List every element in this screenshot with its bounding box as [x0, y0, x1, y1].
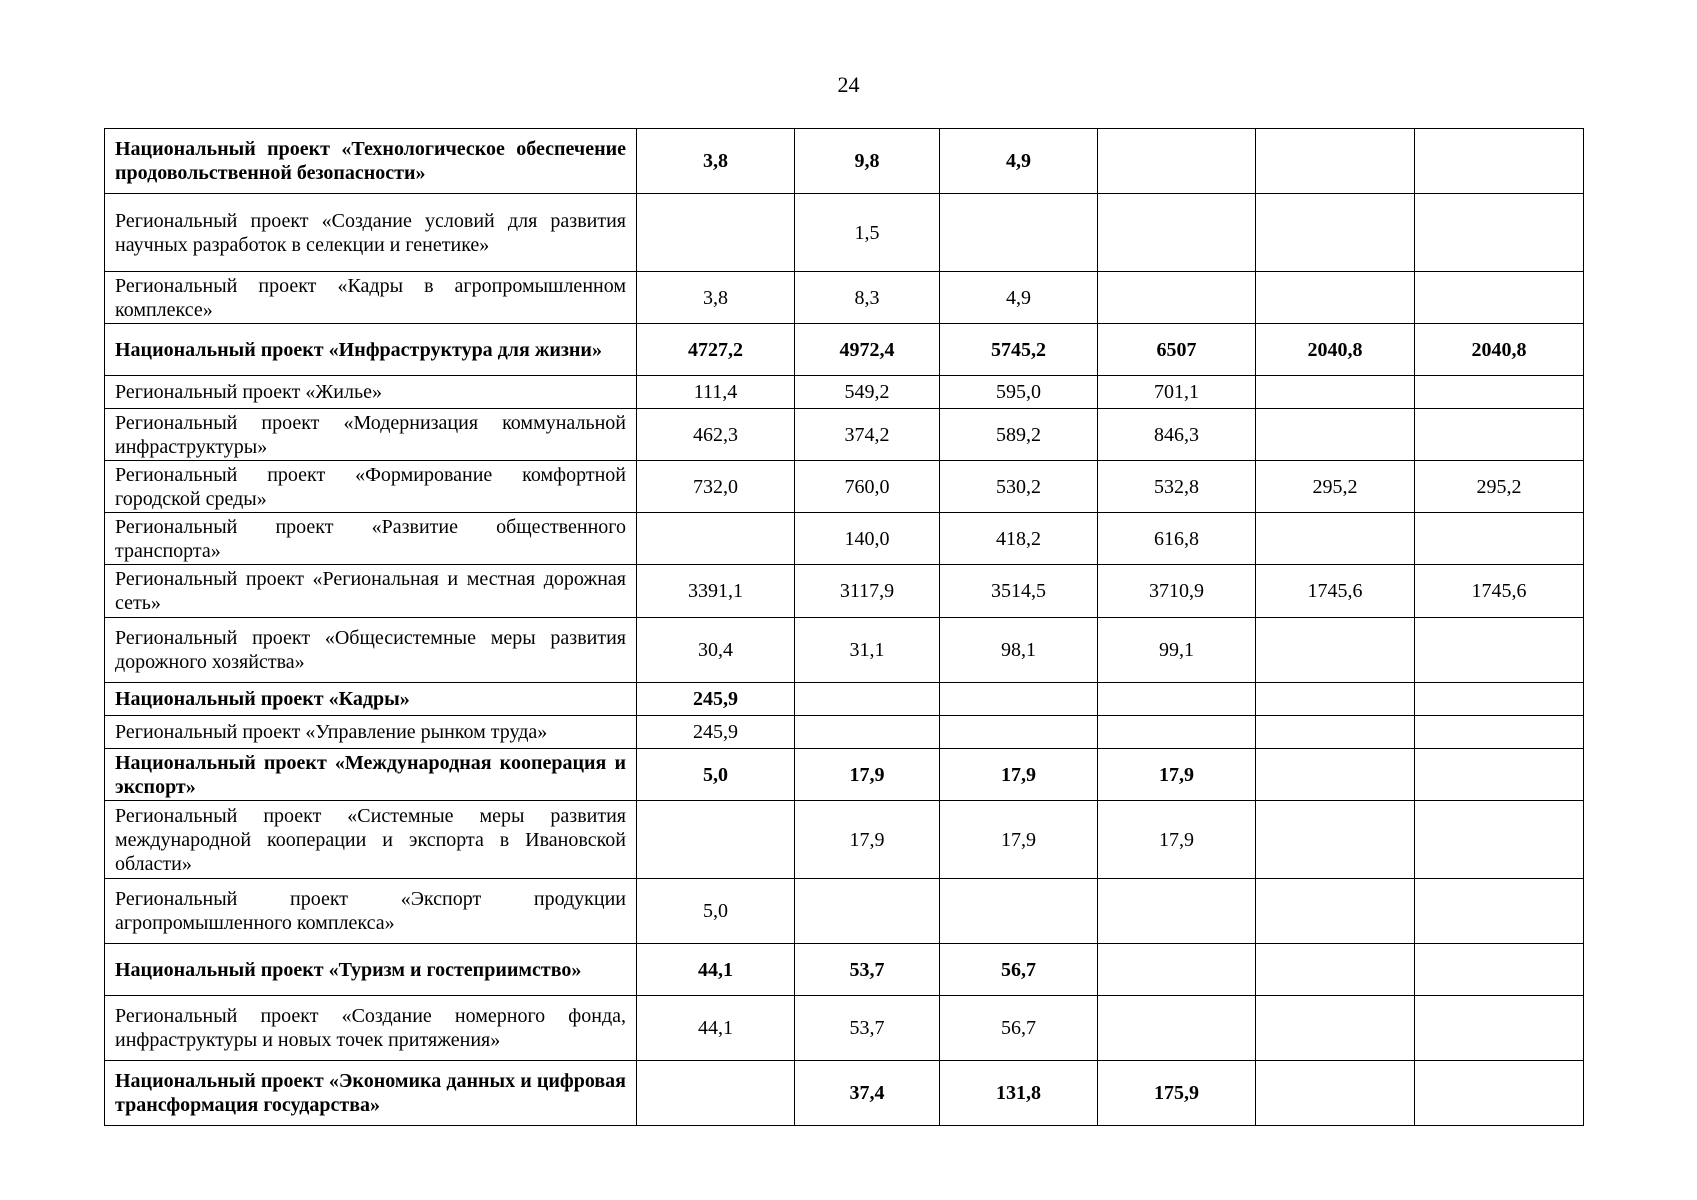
value-cell-col-3 [940, 194, 1098, 272]
value-cell-col-6 [1415, 1061, 1584, 1126]
value-cell-col-6: 2040,8 [1415, 324, 1584, 376]
value-cell-col-4 [1098, 129, 1256, 194]
project-name-cell: Региональный проект «Формирование комфортной городской среды» [105, 461, 637, 513]
value-cell-col-4 [1098, 194, 1256, 272]
value-cell-col-5 [1256, 376, 1415, 409]
value-cell-col-4: 175,9 [1098, 1061, 1256, 1126]
national-project-row [105, 749, 1584, 801]
national-project-row [105, 944, 1584, 996]
value-cell-col-3 [940, 879, 1098, 944]
value-cell-col-5 [1256, 272, 1415, 324]
value-cell-col-4 [1098, 996, 1256, 1061]
value-cell-col-2: 8,3 [795, 272, 940, 324]
value-cell-col-2: 760,0 [795, 461, 940, 513]
value-cell-col-6 [1415, 716, 1584, 749]
value-cell-col-5 [1256, 513, 1415, 565]
project-name-cell: Национальный проект «Технологическое обеспечение продовольственной безопасности» [105, 129, 637, 194]
value-cell-col-1: 5,0 [637, 879, 795, 944]
regional-project-row [105, 879, 1584, 944]
value-cell-col-5 [1256, 716, 1415, 749]
value-cell-col-2: 53,7 [795, 996, 940, 1061]
national-project-row [105, 683, 1584, 716]
project-name-cell: Национальный проект «Международная кооперация и экспорт» [105, 749, 637, 801]
value-cell-col-5: 1745,6 [1256, 565, 1415, 618]
value-cell-col-6 [1415, 749, 1584, 801]
value-cell-col-6: 1745,6 [1415, 565, 1584, 618]
value-cell-col-5 [1256, 683, 1415, 716]
value-cell-col-2 [795, 683, 940, 716]
value-cell-col-5: 295,2 [1256, 461, 1415, 513]
national-project-row [105, 324, 1584, 376]
value-cell-col-1: 3391,1 [637, 565, 795, 618]
value-cell-col-4: 6507 [1098, 324, 1256, 376]
value-cell-col-3: 56,7 [940, 944, 1098, 996]
project-name-cell: Региональный проект «Создание номерного фонда, инфраструктуры и новых точек притяжения» [105, 996, 637, 1061]
value-cell-col-1: 245,9 [637, 683, 795, 716]
value-cell-col-2: 37,4 [795, 1061, 940, 1126]
regional-project-row [105, 513, 1584, 565]
value-cell-col-5 [1256, 409, 1415, 461]
project-name-cell: Национальный проект «Кадры» [105, 683, 637, 716]
value-cell-col-3: 4,9 [940, 129, 1098, 194]
value-cell-col-4: 17,9 [1098, 801, 1256, 879]
value-cell-col-4: 3710,9 [1098, 565, 1256, 618]
value-cell-col-3: 3514,5 [940, 565, 1098, 618]
regional-project-row [105, 716, 1584, 749]
value-cell-col-6 [1415, 272, 1584, 324]
value-cell-col-3: 530,2 [940, 461, 1098, 513]
regional-project-row [105, 801, 1584, 879]
value-cell-col-3 [940, 716, 1098, 749]
value-cell-col-5 [1256, 944, 1415, 996]
project-name-cell: Региональный проект «Общесистемные меры развития дорожного хозяйства» [105, 618, 637, 683]
value-cell-col-6 [1415, 513, 1584, 565]
value-cell-col-6 [1415, 996, 1584, 1061]
value-cell-col-3: 131,8 [940, 1061, 1098, 1126]
value-cell-col-3: 4,9 [940, 272, 1098, 324]
value-cell-col-4: 701,1 [1098, 376, 1256, 409]
budget-table [104, 128, 1584, 1126]
project-name-cell: Национальный проект «Туризм и гостеприимство» [105, 944, 637, 996]
value-cell-col-6 [1415, 618, 1584, 683]
project-name-cell: Национальный проект «Экономика данных и цифровая трансформация государства» [105, 1061, 637, 1126]
regional-project-row [105, 618, 1584, 683]
page-number: 24 [837, 72, 860, 97]
value-cell-col-5 [1256, 194, 1415, 272]
value-cell-col-6 [1415, 376, 1584, 409]
table-body [105, 129, 1584, 1126]
value-cell-col-1: 245,9 [637, 716, 795, 749]
value-cell-col-5 [1256, 749, 1415, 801]
value-cell-col-1: 732,0 [637, 461, 795, 513]
value-cell-col-4 [1098, 272, 1256, 324]
value-cell-col-4 [1098, 683, 1256, 716]
value-cell-col-4: 532,8 [1098, 461, 1256, 513]
value-cell-col-3: 595,0 [940, 376, 1098, 409]
value-cell-col-5 [1256, 996, 1415, 1061]
value-cell-col-3: 418,2 [940, 513, 1098, 565]
regional-project-row [105, 565, 1584, 618]
value-cell-col-3: 589,2 [940, 409, 1098, 461]
value-cell-col-3: 17,9 [940, 801, 1098, 879]
value-cell-col-1: 3,8 [637, 129, 795, 194]
value-cell-col-4: 846,3 [1098, 409, 1256, 461]
project-name-cell: Региональный проект «Развитие общественного транспорта» [105, 513, 637, 565]
regional-project-row [105, 461, 1584, 513]
value-cell-col-6: 295,2 [1415, 461, 1584, 513]
value-cell-col-5 [1256, 879, 1415, 944]
value-cell-col-1: 44,1 [637, 996, 795, 1061]
value-cell-col-6 [1415, 801, 1584, 879]
value-cell-col-1: 5,0 [637, 749, 795, 801]
value-cell-col-2: 374,2 [795, 409, 940, 461]
project-name-cell: Региональный проект «Региональная и местная дорожная сеть» [105, 565, 637, 618]
national-project-row [105, 129, 1584, 194]
value-cell-col-4: 99,1 [1098, 618, 1256, 683]
value-cell-col-5 [1256, 129, 1415, 194]
value-cell-col-1 [637, 801, 795, 879]
value-cell-col-1 [637, 513, 795, 565]
project-name-cell: Региональный проект «Кадры в агропромышленном комплексе» [105, 272, 637, 324]
value-cell-col-1: 111,4 [637, 376, 795, 409]
value-cell-col-4: 17,9 [1098, 749, 1256, 801]
project-name-cell: Региональный проект «Модернизация коммунальной инфраструктуры» [105, 409, 637, 461]
project-name-cell: Региональный проект «Создание условий для развития научных разработок в селекции и генетике» [105, 194, 637, 272]
regional-project-row [105, 376, 1584, 409]
value-cell-col-4 [1098, 716, 1256, 749]
project-name-cell: Региональный проект «Системные меры развития международной кооперации и экспорта в Ивановской области» [105, 801, 637, 879]
value-cell-col-5 [1256, 1061, 1415, 1126]
value-cell-col-4: 616,8 [1098, 513, 1256, 565]
regional-project-row [105, 272, 1584, 324]
value-cell-col-2: 31,1 [795, 618, 940, 683]
value-cell-col-3 [940, 683, 1098, 716]
value-cell-col-2: 140,0 [795, 513, 940, 565]
value-cell-col-2: 17,9 [795, 801, 940, 879]
value-cell-col-2: 3117,9 [795, 565, 940, 618]
value-cell-col-6 [1415, 409, 1584, 461]
value-cell-col-2: 53,7 [795, 944, 940, 996]
value-cell-col-2: 549,2 [795, 376, 940, 409]
value-cell-col-5 [1256, 618, 1415, 683]
value-cell-col-2: 4972,4 [795, 324, 940, 376]
value-cell-col-1: 30,4 [637, 618, 795, 683]
value-cell-col-3: 56,7 [940, 996, 1098, 1061]
project-name-cell: Региональный проект «Управление рынком труда» [105, 716, 637, 749]
value-cell-col-6 [1415, 129, 1584, 194]
value-cell-col-1 [637, 194, 795, 272]
value-cell-col-5 [1256, 801, 1415, 879]
regional-project-row [105, 996, 1584, 1061]
value-cell-col-1 [637, 1061, 795, 1126]
value-cell-col-6 [1415, 879, 1584, 944]
value-cell-col-1: 462,3 [637, 409, 795, 461]
value-cell-col-6 [1415, 683, 1584, 716]
value-cell-col-2 [795, 879, 940, 944]
value-cell-col-4 [1098, 879, 1256, 944]
regional-project-row [105, 194, 1584, 272]
value-cell-col-6 [1415, 194, 1584, 272]
national-project-row [105, 1061, 1584, 1126]
project-name-cell: Региональный проект «Жилье» [105, 376, 637, 409]
value-cell-col-6 [1415, 944, 1584, 996]
project-name-cell: Национальный проект «Инфраструктура для жизни» [105, 324, 637, 376]
value-cell-col-3: 98,1 [940, 618, 1098, 683]
project-name-cell: Региональный проект «Экспорт продукции агропромышленного комплекса» [105, 879, 637, 944]
value-cell-col-5: 2040,8 [1256, 324, 1415, 376]
value-cell-col-2: 17,9 [795, 749, 940, 801]
value-cell-col-2: 9,8 [795, 129, 940, 194]
value-cell-col-1: 4727,2 [637, 324, 795, 376]
value-cell-col-1: 3,8 [637, 272, 795, 324]
value-cell-col-2: 1,5 [795, 194, 940, 272]
value-cell-col-2 [795, 716, 940, 749]
value-cell-col-1: 44,1 [637, 944, 795, 996]
value-cell-col-4 [1098, 944, 1256, 996]
regional-project-row [105, 409, 1584, 461]
value-cell-col-3: 17,9 [940, 749, 1098, 801]
value-cell-col-3: 5745,2 [940, 324, 1098, 376]
